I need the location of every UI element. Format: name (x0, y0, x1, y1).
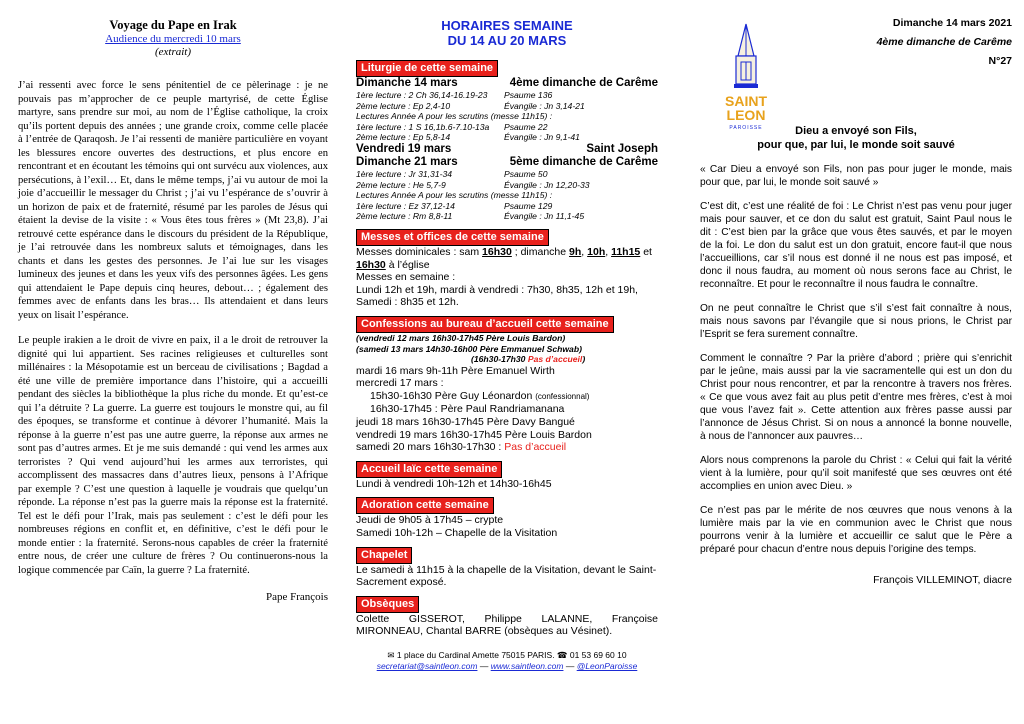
reading: 1ère lecture : 1 S 16,1b.6-7.10-13a (356, 121, 490, 132)
footer-address: ✉ 1 place du Cardinal Amette 75015 PARIS. ☎ 01 53 69 60 10 (387, 650, 627, 660)
reading: Psaume 136 (504, 90, 553, 100)
text: à l’église (385, 258, 430, 271)
editorial-title-line: Dieu a envoyé son Fils, (795, 125, 917, 137)
logo-text: LEON (726, 107, 766, 123)
confession-line (356, 354, 658, 365)
footer (356, 650, 658, 672)
reading: 1ère lecture : Ez 37,12-14 (356, 200, 455, 211)
editorial-title-line: pour que, par lui, le monde soit sauvé (757, 139, 955, 151)
article-extract-note: (extrait) (154, 46, 192, 58)
accueil-heading: Accueil laïc cette semaine (356, 461, 502, 478)
feast-label: Saint Joseph (586, 142, 658, 155)
text: Pas d’accueil (527, 354, 583, 365)
feast-label: 4ème dimanche de Carême (509, 77, 658, 89)
confession-line: mardi 16 mars 9h-11h Père Emanuel Wirth (356, 364, 555, 377)
separator: — (563, 661, 577, 671)
editorial-paragraph: Alors nous comprenons la parole du Christ : « Celui qui fait la vérité vient à la lumière, pour qu’il soit manifesté que ses œuvres ont été accomplies en union avec Dieu. » (700, 455, 1012, 492)
liturgical-sunday: 4ème dimanche de Carême (876, 36, 1012, 48)
reading: Évangile : Jn 9,1-41 (504, 132, 580, 143)
day-label: Dimanche 21 mars (356, 155, 458, 168)
obseques-heading: Obsèques (356, 596, 419, 613)
messes-heading: Messes et offices de cette semaine (356, 229, 549, 246)
time: 16h30 (356, 258, 386, 271)
separator: — (477, 661, 491, 671)
schedule-dates: DU 14 AU 20 MARS (447, 33, 567, 48)
reading: Psaume 22 (504, 121, 548, 132)
scrutins-note: Lectures Année A pour les scrutins (messe 11h15) : (356, 190, 553, 201)
reading: Évangile : Jn 11,1-45 (504, 211, 585, 222)
left-column (18, 0, 328, 724)
logo-text: PAROISSE (729, 125, 763, 131)
confession-line: jeudi 18 mars 16h30-17h45 Père Davy Bangué (356, 416, 575, 429)
article-subtitle-link[interactable]: Audience du mercredi 10 mars (105, 33, 241, 45)
editorial-paragraph: Comment le connaître ? Par la prière d’abord ; prière qui s’enrichit par le jeûne, mais aussi par la vie sacramentelle qui est un don du Christ pour nous rencontrer, et par la rencontre à travers nos frères. « Ce que vous avez fait au plus petit d’entre mes frères, c’est à moi que vous l’avez fait ». Cette attention aux frères passe aussi par l’annonce de Jésus Christ. Si on nous a annoncé la bonne nouvelle, à nous de l’annoncer aux pauvres… (700, 353, 1012, 442)
text: ; dimanche (511, 245, 570, 258)
adoration-heading: Adoration cette semaine (356, 497, 494, 514)
text: ) (582, 354, 586, 365)
editorial-paragraph: Ce n’est pas par le mérite de nos œuvres que nous venons à la lumière mais par la vie en communion avec le Christ que nous pourrons venir à la lumière et accueillir ce salut que le Père a préparé pour chacun d’entre nous depuis l’origine des temps. (700, 505, 1012, 555)
accueil-line: Lundi à vendredi 10h-12h et 14h30-16h45 (356, 477, 552, 490)
reading: 1ère lecture : Jr 31,31-34 (356, 168, 453, 179)
reading: Évangile : Jn 12,20-33 (504, 179, 590, 190)
article-paragraph: Le peuple irakien a le droit de vivre en paix, il a le droit de retrouver la dignité qui lui appartient. Ses racines religieuses et culturelles sont millénaires : la Mésopotamie est un berceau de civilisations ; Bagdad a été une ville de première importance dans l’histoire, qui a accueilli pendant des siècles la bibliothèque la plus riche du monde. Et qu’est-ce qui l’a détruite ? La guerre. La guerre est toujours le monstre qui, au fil des époques, se transforme et continue à dévorer l’humanité. Mais la réponse à la guerre n’est pas une autre guerre, la réponse aux armes ne sont pas d’autres armes. Et je me suis demandé : qui vend les armes aux terroristes ? Qui vend aujourd’hui les armes aux terroristes, qui accomplissent des massacres dans d’autres lieux, pensons à l’Afrique par exemple ? C’est une question à laquelle je voudrais que quelqu’un réponde. La réponse n’est pas la guerre mais la réponse est la fraternité. Tel est le défi pour l’Irak, mais pas seulement : c’est le défi pour les nombreuses régions en conflit et, en définitive, c’est le défi pour le monde entier : la fraternité. Serons-nous capables de créer la fraternité entre nous, de créer une culture de frères ? Ou continuerons-nous la logique commencée par Caïn, la guerre ? La fraternité. (18, 335, 328, 576)
issue-date: Dimanche 14 mars 2021 (892, 17, 1012, 29)
time: 16h30 (482, 245, 512, 258)
editorial-signature: François VILLEMINOT, diacre (873, 574, 1012, 586)
time: 10h (587, 245, 606, 258)
reading: Psaume 129 (504, 200, 553, 211)
article-title: Voyage du Pape en Irak (109, 18, 237, 32)
chapelet-heading: Chapelet (356, 547, 412, 564)
social-link[interactable]: @LeonParoisse (576, 661, 638, 671)
messes-dominicales: Messes dominicales : sam 16h30 ; dimanche 9h, 10h, 11h15 et 16h30 à l’église (356, 245, 652, 271)
right-column (700, 0, 1012, 724)
editorial-paragraph: « Car Dieu a envoyé son Fils, non pas pour juger le monde, mais pour que, par lui, le monde soit sauvé » (700, 164, 1012, 188)
adoration-line: Samedi 10h-12h – Chapelle de la Visitation (356, 527, 558, 540)
editorial-paragraph: On ne peut connaître le Christ que s’il s’est fait connaître à nous, mais nous savons par l’évangile que si nous prions, le Christ par l’Esprit se fera surement connaître. (700, 303, 1012, 340)
reading: 2ème lecture : Ep 5,8-14 (356, 132, 451, 143)
parish-logo (714, 22, 778, 135)
text: Pas d’accueil (504, 441, 567, 454)
issue-number: N°27 (988, 55, 1012, 67)
text: 15h30-16h30 Père Guy Léonardon (370, 389, 533, 402)
adoration-line: Jeudi de 9h05 à 17h45 – crypte (356, 514, 504, 527)
middle-column (356, 0, 658, 724)
text: Messes dominicales : sam (356, 245, 483, 258)
chapelet-line: Le samedi à 11h15 à la chapelle de la Visitation, devant le Saint-Sacrement exposé. (356, 563, 657, 589)
day-label: Dimanche 14 mars (356, 77, 458, 89)
reading: 2ème lecture : Rm 8,8-11 (356, 211, 453, 222)
reading: Évangile : Jn 3,14-21 (504, 100, 585, 111)
messes-semaine: Lundi 12h et 19h, mardi à vendredi : 7h30, 8h35, 12h et 19h, Samedi : 8h35 et 12h. (356, 283, 638, 309)
confession-line: (vendredi 12 mars 16h30-17h45 Père Louis Bardon) (356, 332, 566, 343)
text: (confessionnal) (535, 391, 590, 401)
email-link[interactable]: secretariat@saintleon.com (376, 661, 478, 671)
logo-text: SAINT (725, 93, 767, 109)
reading: 1ère lecture : 2 Ch 36,14-16.19-23 (356, 90, 488, 100)
time: 9h (569, 245, 582, 258)
schedule-title: HORAIRES SEMAINE (441, 18, 573, 33)
reading: 2ème lecture : He 5,7-9 (356, 179, 446, 190)
confessions-heading: Confessions au bureau d’accueil cette semaine (356, 316, 614, 333)
obseques-line: Colette GISSEROT, Philippe LALANNE, Françoise MIRONNEAU, Chantal BARRE (obsèques au Vésinet). (356, 612, 658, 638)
feast-label: 5ème dimanche de Carême (509, 155, 658, 168)
time: 11h15 (611, 245, 641, 258)
editorial-paragraph: C’est dit, c’est une réalité de foi : Le Christ n’est pas venu pour juger mais pour sauver, et ce don du salut est gratuit, Saint Paul nous le dit : C’est bien par la grâce que vous êtes sauvés, et par le moyen de la foi. Le don du salut est un don gratuit, encore faut-il que nous l’accueillions, car s’il nous est donné il ne nous est pas imposé, et donc il nous faudra, au moment où nous serons face au Christ, le reconnaître. Et pour le reconnaître il nous faudra le connaître. (700, 201, 1012, 290)
article-paragraph: J’ai ressenti avec force le sens pénitentiel de ce pèlerinage : je ne pouvais pas m’approcher de ce peuple martyrisé, de cette Église martyre, sans prendre sur moi, au nom de l’Église catholique, la croix qu’ils portent depuis des années ; une grande croix, comme celle placée à l’entrée de Qaraqosh. Je l’ai ressenti de manière particulière en voyant les blessures encore ouvertes des destructions, et plus encore en rencontrant et en écoutant les témoins qui ont survécu aux violences, aux persécutions, à l’exil… Et, dans le même temps, j’ai vu autour de moi la joie d’accueillir le messager du Christ ; j’ai vu l’espérance de s’ouvrir à un horizon de paix et de fraternité, résumé par les paroles de Jésus qui étaient la devise de la visite : « Vous êtes tous frères » (Mt 23,8). J’ai retrouvé cette espérance dans le discours du président de la République, je l’ai retrouvée dans les nombreux saluts et témoignages, dans les chants et dans les gestes des personnes. Je l’ai lue sur les visages lumineux des jeunes et dans les yeux vifs des personnes âgées. Les gens qui attendaient le Pape depuis cinq heures, debout… ; également des femmes avec de enfants dans les bras… Ils attendaient et dans leurs yeux on lisait l’espérance. (18, 80, 328, 321)
confession-line: vendredi 19 mars 16h30-17h45 Père Louis Bardon (356, 428, 592, 441)
text: (16h30-17h30 (471, 354, 528, 365)
article-signature: Pape François (265, 591, 328, 603)
confession-line (356, 390, 658, 404)
messes-semaine-label: Messes en semaine : (356, 271, 456, 284)
confession-line: mercredi 17 mars : (356, 377, 444, 390)
reading: Psaume 50 (504, 168, 548, 179)
scrutins-note: Lectures Année A pour les scrutins (messe 11h15) : (356, 111, 553, 122)
text: samedi 20 mars 16h30-17h30 : (356, 441, 505, 454)
confession-line: (samedi 13 mars 14h30-16h00 Père Emmanuel Schwab) (356, 343, 582, 354)
day-label: Vendredi 19 mars (356, 142, 452, 155)
confession-line: 16h30-17h45 : Père Paul Randriamanana (370, 403, 565, 416)
liturgie-heading: Liturgie de cette semaine (356, 60, 498, 77)
confession-line (356, 441, 658, 454)
website-link[interactable]: www.saintleon.com (490, 661, 564, 671)
reading: 2ème lecture : Ep 2,4-10 (356, 100, 451, 111)
